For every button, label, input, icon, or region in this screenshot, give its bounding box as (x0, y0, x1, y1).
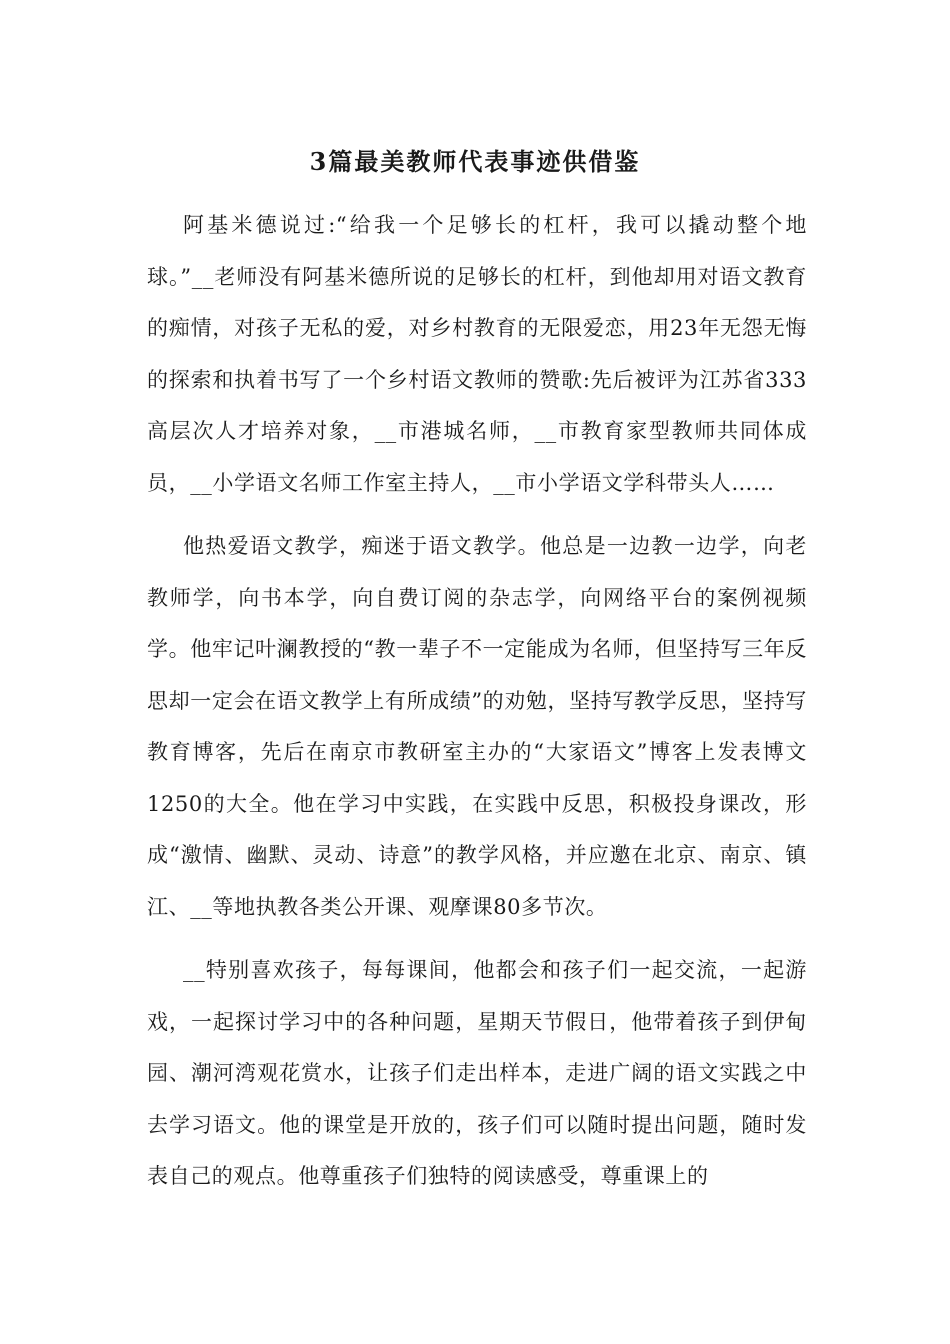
paragraph-2: 他热爱语文教学，痴迷于语文教学。他总是一边教一边学，向老教师学，向书本学，向自费订阅的杂志学，向网络平台的案例视频学。他牢记叶澜教授的“教一辈子不一定能成为名师，但坚持写三年反思却一定会在语文教学上有所成绩”的劝勉，坚持写教学反思，坚持写教育博客，先后在南京市教研室主办的“大家语文”博客上发表博文1250的大全。他在学习中实践，在实践中反思，积极投身课改，形成“激情、幽默、灵动、诗意”的教学风格，并应邀在北京、南京、镇江、__等地执教各类公开课、观摩课80多节次。 (147, 534, 807, 919)
paragraph-1: 阿基米德说过:“给我一个足够长的杠杆，我可以撬动整个地球。”__老师没有阿基米德所说的足够长的杠杆，到他却用对语文教育的痴情，对孩子无私的爱，对乡村教育的无限爱恋，用23年无怨无悔的探索和执着书写了一个乡村语文教师的赞歌:先后被评为江苏省333高层次人才培养对象，__市港城名师，__市教育家型教师共同体成员，__小学语文名师工作室主持人，__市小学语文学科带头人…… (147, 213, 807, 495)
document-title: 3篇最美教师代表事迹供借鉴 (309, 147, 641, 176)
paragraph-3: __特别喜欢孩子，每每课间，他都会和孩子们一起交流，一起游戏，一起探讨学习中的各种问题，星期天节假日，他带着孩子到伊甸园、潮河湾观花赏水，让孩子们走出样本，走进广阔的语文实践之中去学习语文。他的课堂是开放的，孩子们可以随时提出问题，随时发表自己的观点。他尊重孩子们独特的阅读感受，尊重课上的 (147, 958, 807, 1188)
document-body (147, 200, 807, 1215)
